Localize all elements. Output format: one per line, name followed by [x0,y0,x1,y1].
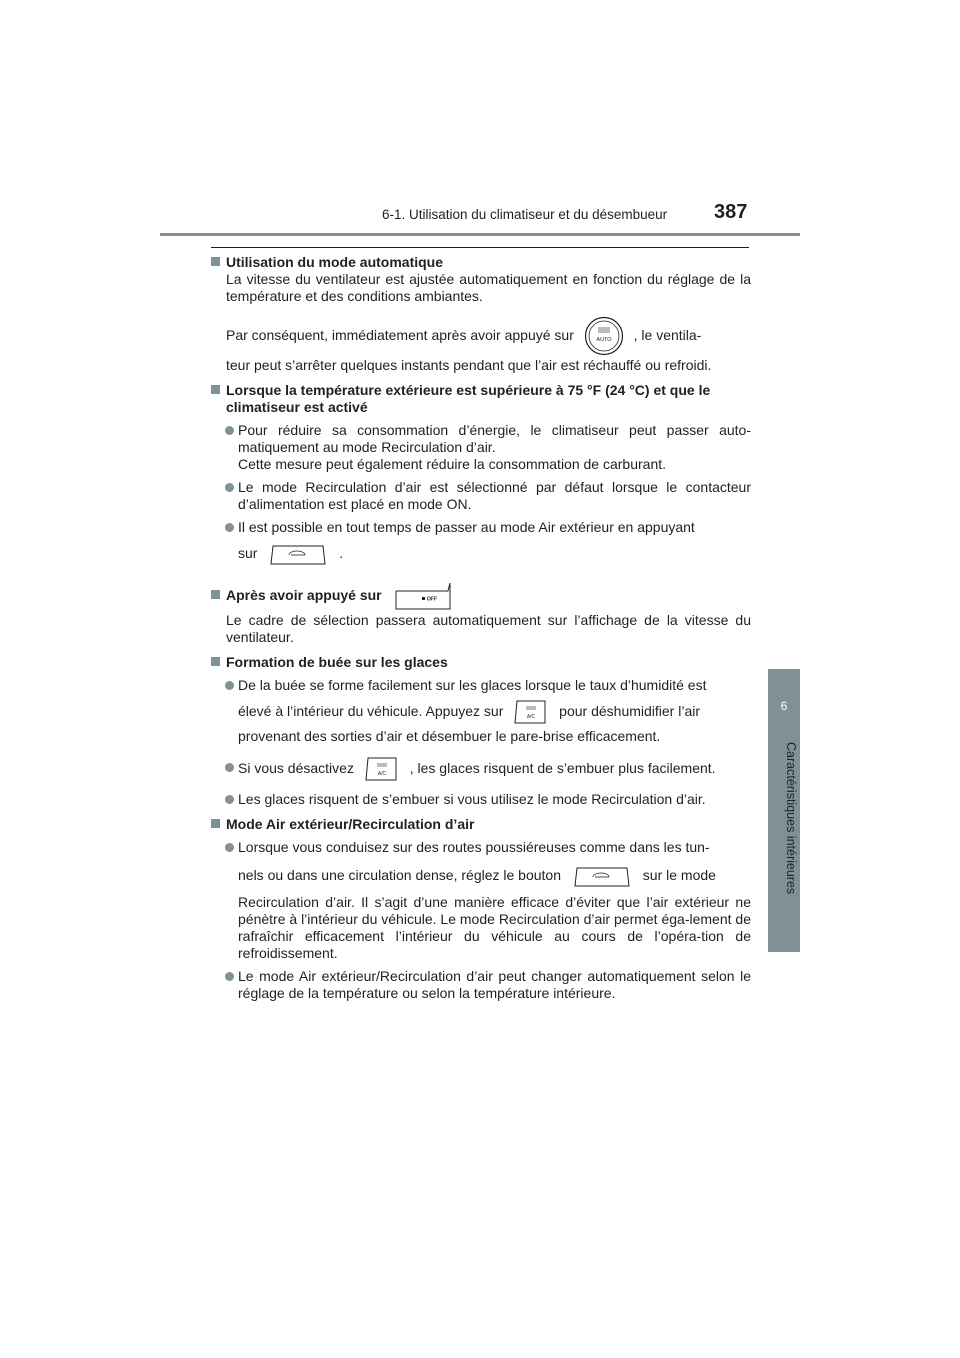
heading-auto-mode: Utilisation du mode automatique [211,254,751,271]
circle-bullet-icon [225,426,234,435]
off-button-label: OFF [426,596,437,603]
square-bullet-icon [211,385,220,394]
ac-button-icon [513,699,549,725]
auto-mode-text-3: teur peut s’arrêter quelques instants pendant que l’air est réchauffé ou refroidi. [226,357,712,373]
bullet-item: Le mode Recirculation d’air est sélectionné par défaut lorsque le contacteur d’alimentation est placé en mode ON. [211,479,751,513]
bullet-item: Il est possible en tout temps de passer au mode Air extérieur en appuyant sur . [211,519,751,570]
heading-high-temp: Lorsque la température extérieure est supérieure à 75 °F (24 °C) et que le climatiseur est activé [211,382,751,416]
section-rule [211,247,749,248]
after-off-text: Le cadre de sélection passera automatiquement sur l’affichage de la vitesse du ventilateur. [226,612,751,645]
chapter-number: 6 [780,699,788,713]
auto-button-icon [584,316,624,356]
square-bullet-icon [211,657,220,666]
circle-bullet-icon [225,843,234,852]
auto-mode-text-2: Par conséquent, immédiatement après avoir appuyé sur AUTO , le ventila- [211,313,751,357]
circle-bullet-icon [225,483,234,492]
recirculation-button-icon [267,542,329,566]
ac-button-label: A/C [377,771,387,778]
section-title: 6-1. Utilisation du climatiseur et du désembueur [382,207,668,222]
bullet-item: Pour réduire sa consommation d’énergie, le climatiseur peut passer auto-matiquement au mode Recirculation d’air. Cette mesure peut également réduire la consommation de carburant. [211,422,751,473]
auto-mode-text-1: La vitesse du ventilateur est ajustée automatiquement en fonction du réglage de la température et des conditions ambiantes. [226,271,751,304]
page-number: 387 [714,201,748,223]
circle-bullet-icon [225,795,234,804]
bullet-item: Si vous désactivez A/C , les glaces risquent de s’embuer plus facilement. [211,751,751,785]
square-bullet-icon [211,590,220,599]
heading-air-mode: Mode Air extérieur/Recirculation d’air [211,816,751,833]
recirculation-button-icon [571,864,633,888]
ac-button-label: A/C [527,714,536,721]
circle-bullet-icon [225,972,234,981]
circle-bullet-icon [225,523,234,532]
bullet-item: Les glaces risquent de s’embuer si vous utilisez le mode Recirculation d’air. [211,791,751,808]
bullet-item: De la buée se forme facilement sur les glaces lorsque le taux d’humidité est élevé à l’intérieur du véhicule. Appuyez sur A/C pour déshumidifier l’air provenant des sorties d’air et désembuer le pare-brise efficacement. [211,677,751,745]
square-bullet-icon [211,257,220,266]
heading-fogging: Formation de buée sur les glaces [211,654,751,671]
off-button-icon [392,581,454,611]
chapter-label: Caractéristiques intérieures [784,742,798,895]
header-rule [160,233,800,236]
circle-bullet-icon [225,763,234,772]
bullet-item: Le mode Air extérieur/Recirculation d’air peut changer automatiquement selon le réglage de la température ou selon la température intérieure. [211,968,751,1002]
ac-button-icon [364,756,400,782]
bullet-item: Lorsque vous conduisez sur des routes poussiéreuses comme dans les tun- nels ou dans une circulation dense, réglez le bouton sur le mode Recirculation d’air. Il s’agit d’une manière efficace d’éviter que l’air extérieur ne pénètre à l’intérieur du véhicule. Le mode Recirculation d’air permet éga-lement de rafraîchir efficacement l’intérieur du véhicule au cours de l’opéra-tion de refroidissement. [211,839,751,962]
heading-after-off: Après avoir appuyé sur OFF [211,578,751,612]
auto-button-label: AUTO [596,337,612,344]
square-bullet-icon [211,819,220,828]
page-content [211,254,751,1002]
circle-bullet-icon [225,681,234,690]
